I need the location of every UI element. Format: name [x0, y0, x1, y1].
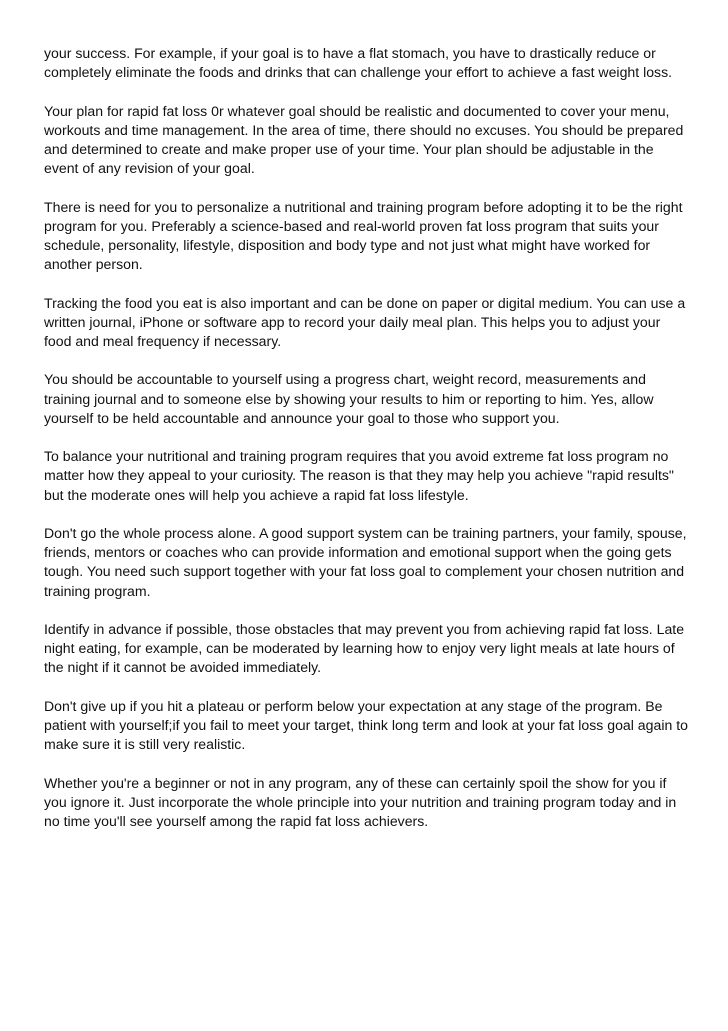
paragraph: There is need for you to personalize a nutritional and training program before adopting it to be the right program for you. Preferably a science-based and real-world proven fat loss program that suits your schedule, personality, lifestyle, disposition and body type and not just what might have worked for another person. [44, 198, 683, 273]
paragraph: Don't go the whole process alone. A good support system can be training partners, your family, spouse, friends, mentors or coaches who can provide information and emotional support when the going gets tough. You need such support together with your fat loss goal to complement your chosen nutrition and training program. [44, 524, 687, 599]
paragraph: Whether you're a beginner or not in any program, any of these can certainly spoil the show for you if you ignore it. Just incorporate the whole principle into your nutrition and training program today and in no time you'll see yourself among the rapid fat loss achievers. [44, 774, 677, 829]
paragraph: Identify in advance if possible, those obstacles that may prevent you from achieving rapid fat loss. Late night eating, for example, can be moderated by learning how to enjoy very light meals at late hours of the night if it cannot be avoided immediately. [44, 620, 685, 676]
paragraph: your success. For example, if your goal is to have a flat stomach, you have to drastically reduce or completely eliminate the foods and drinks that can challenge your effort to achieve a fast weight loss. [44, 45, 673, 81]
paragraph: Don't give up if you hit a plateau or perform below your expectation at any stage of the program. Be patient with yourself;if you fail to meet your target, think long term and look at your fat loss goal again to make sure it is still very realistic. [44, 697, 688, 753]
paragraph: Tracking the food you eat is also important and can be done on paper or digital medium. You can use a written journal, iPhone or software app to record your daily meal plan. This helps you to adjust your food and meal frequency if necessary. [44, 294, 686, 349]
paragraph: You should be accountable to yourself using a progress chart, weight record, measurements and training journal and to someone else by showing your results to him or reporting to him. Yes, allow yourself to be held accountable and announce your goal to those who support you. [44, 371, 654, 426]
document-page [44, 44, 688, 850]
paragraph: Your plan for rapid fat loss 0r whatever goal should be realistic and documented to cover your menu, workouts and time management. In the area of time, there should no excuses. You should be prepared and determined to create and make proper use of your time. Your plan should be adjustable in the event of any revision of your goal. [44, 102, 684, 177]
paragraph: To balance your nutritional and training program requires that you avoid extreme fat loss program no matter how they appeal to your curiosity. The reason is that they may help you achieve "rapid results" but the moderate ones will help you achieve a rapid fat loss lifestyle. [44, 448, 674, 503]
